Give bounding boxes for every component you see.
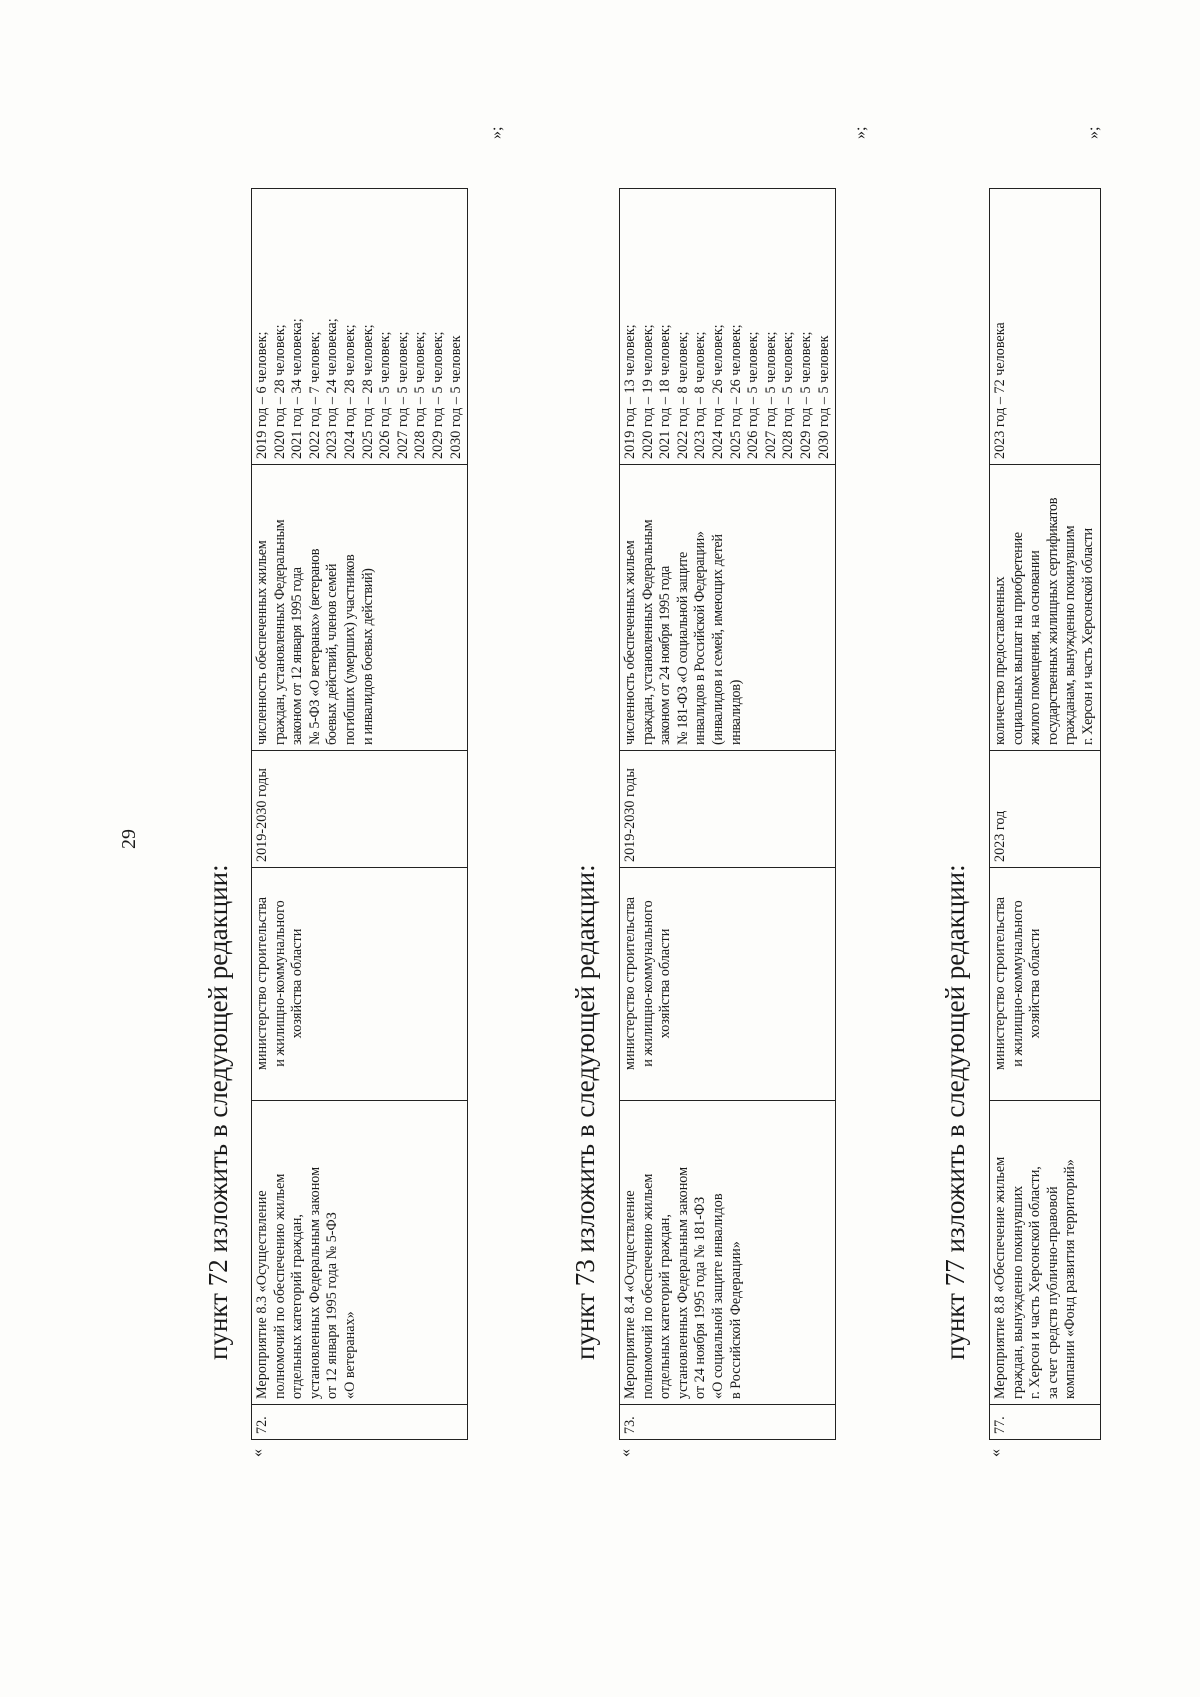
event-cell: Мероприятие 8.4 «Осуществление полномочий по обеспечению жильем отдельных категорий граждан, установленных Федеральным законом от 24 ноября 1995 года № 181-ФЗ «О социальной защите инвалидов в Российской Федерации» [620,1101,836,1405]
item-72-heading: пункт 72 изложить в следующей редакции: [203,864,233,1360]
item-number-cell: 73. [620,1405,836,1440]
item-73-heading: пункт 73 изложить в следующей редакции: [570,864,600,1360]
indicator-cell: численность обеспеченных жильем граждан, установленных Федеральным законом от 12 января 1995 года № 5-ФЗ «О ветеранах» (ветеранов боевых действий, членов семей погибших (умерших) участников и инвалидов боевых действий) [252,465,468,751]
item-number-cell: 72. [252,1405,468,1440]
period-cell: 2019-2030 годы [252,751,468,868]
responsible-cell: министерство строительства и жилищно-коммунального хозяйства области [620,868,836,1101]
values-cell: 2019 год – 6 человек; 2020 год – 28 человек; 2021 год – 34 человека; 2022 год – 7 человек; 2023 год – 24 человека; 2024 год – 28 человек; 2025 год – 28 человек; 2026 год – 5 человек; 2027 год – 5 человек; 2028 год – 5 человек; 2029 год – 5 человек; 2030 год – 5 человек [252,189,468,465]
event-cell: Мероприятие 8.8 «Обеспечение жильем граждан, вынужденно покинувших г. Херсон и часть Херсонской области, за счет средств публично-правовой компании «Фонд развития территорий» [990,1101,1101,1405]
item-72-open-quote: « [249,1449,266,1457]
values-cell: 2023 год – 72 человека [990,189,1101,465]
item-72-table [251,188,468,1440]
item-73-table [619,188,836,1440]
item-77-table [989,188,1101,1440]
item-77-open-quote: « [987,1449,1004,1457]
item-73-close-quote: »; [852,126,869,139]
table-row [252,189,468,1440]
period-cell: 2023 год [990,751,1101,868]
event-cell: Мероприятие 8.3 «Осуществление полномочий по обеспечению жильем отдельных категорий граждан, установленных Федеральным законом от 12 января 1995 года № 5-ФЗ «О ветеранах» [252,1101,468,1405]
item-77-close-quote: »; [1085,126,1102,139]
responsible-cell: министерство строительства и жилищно-коммунального хозяйства области [990,868,1101,1101]
page-number: 29 [118,829,140,849]
table-row [620,189,836,1440]
period-cell: 2019-2030 годы [620,751,836,868]
item-72-close-quote: »; [488,126,505,139]
responsible-cell: министерство строительства и жилищно-коммунального хозяйства области [252,868,468,1101]
item-number-cell: 77. [990,1405,1101,1440]
item-73-open-quote: « [617,1449,634,1457]
values-cell: 2019 год – 13 человек; 2020 год – 19 человек; 2021 год – 18 человек; 2022 год – 8 человек; 2023 год – 8 человек; 2024 год – 26 человек; 2025 год – 26 человек; 2026 год – 5 человек; 2027 год – 5 человек; 2028 год – 5 человек; 2029 год – 5 человек; 2030 год – 5 человек [620,189,836,465]
indicator-cell: количество предоставленных социальных выплат на приобретение жилого помещения, на основании государственных жилищных сертификатов гражданам, вынужденно покинувшим г. Херсон и часть Херсонской области [990,465,1101,751]
table-row [990,189,1101,1440]
item-77-heading: пункт 77 изложить в следующей редакции: [940,864,970,1360]
indicator-cell: численность обеспеченных жильем граждан, установленных Федеральным законом от 24 ноября 1995 года № 181-ФЗ «О социальной защите инвалидов в Российской Федерации» (инвалидов и семей, имеющих детей инвалидов) [620,465,836,751]
